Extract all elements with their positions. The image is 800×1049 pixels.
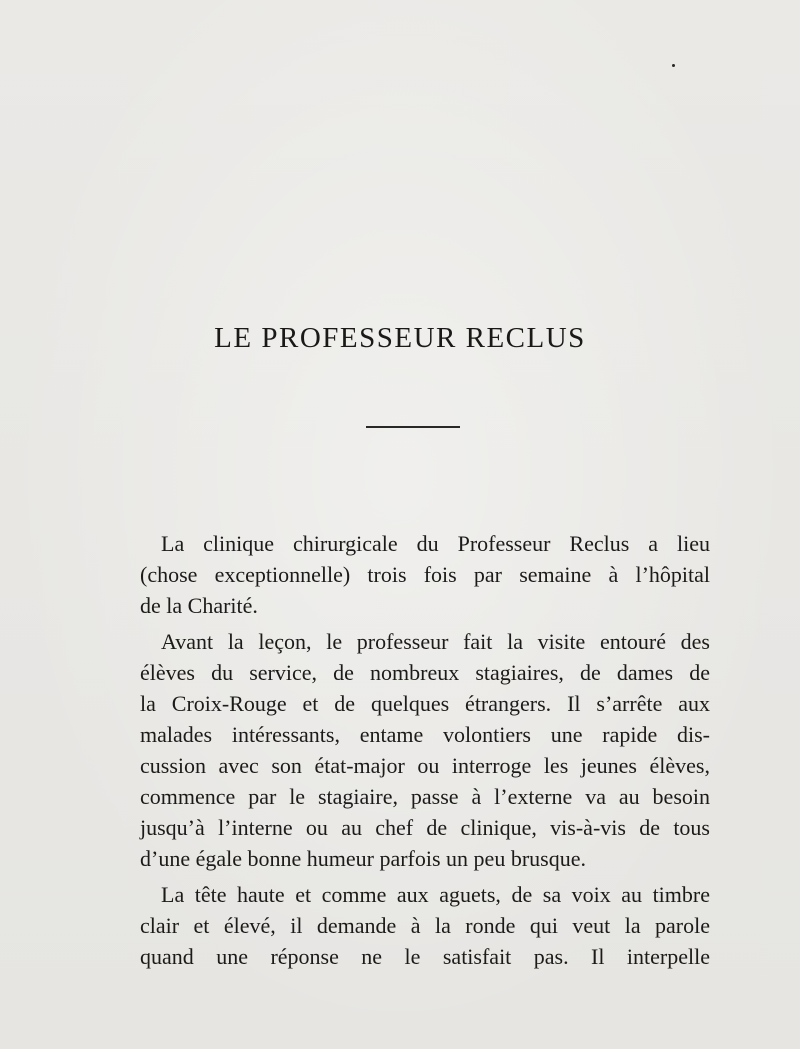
text-line: clair et élevé, il demande à la ronde qui veut la parole [140,913,710,938]
paragraph-2 [140,626,710,874]
text-line: quand une réponse ne le satisfait pas. Il interpelle [140,944,710,969]
text-line: de la Charité. [140,593,258,618]
text-line: Avant la leçon, le professeur fait la visite entouré des [161,629,710,654]
title-rule [366,426,460,428]
ink-speck [672,64,675,67]
text-line: cussion avec son état-major ou interroge les jeunes élèves, [140,753,710,778]
text-line: La clinique chirurgicale du Professeur Reclus a lieu [161,531,710,556]
text-line: jusqu’à l’interne ou au chef de clinique, vis-à-vis de tous [140,815,710,840]
text-line: la Croix-Rouge et de quelques étrangers. Il s’arrête aux [140,691,710,716]
text-line: élèves du service, de nombreux stagiaires, de dames de [140,660,710,685]
body-text [140,528,710,972]
text-line: commence par le stagiaire, passe à l’externe va au besoin [140,784,710,809]
text-line: La tête haute et comme aux aguets, de sa voix au timbre [161,882,710,907]
text-line: (chose exceptionnelle) trois fois par semaine à l’hôpital [140,562,710,587]
paragraph-3 [140,879,710,972]
text-line: d’une égale bonne humeur parfois un peu brusque. [140,846,586,871]
text-line: malades intéressants, entame volontiers une rapide dis- [140,722,710,747]
paragraph-1 [140,528,710,621]
chapter-title: LE PROFESSEUR RECLUS [214,322,586,354]
